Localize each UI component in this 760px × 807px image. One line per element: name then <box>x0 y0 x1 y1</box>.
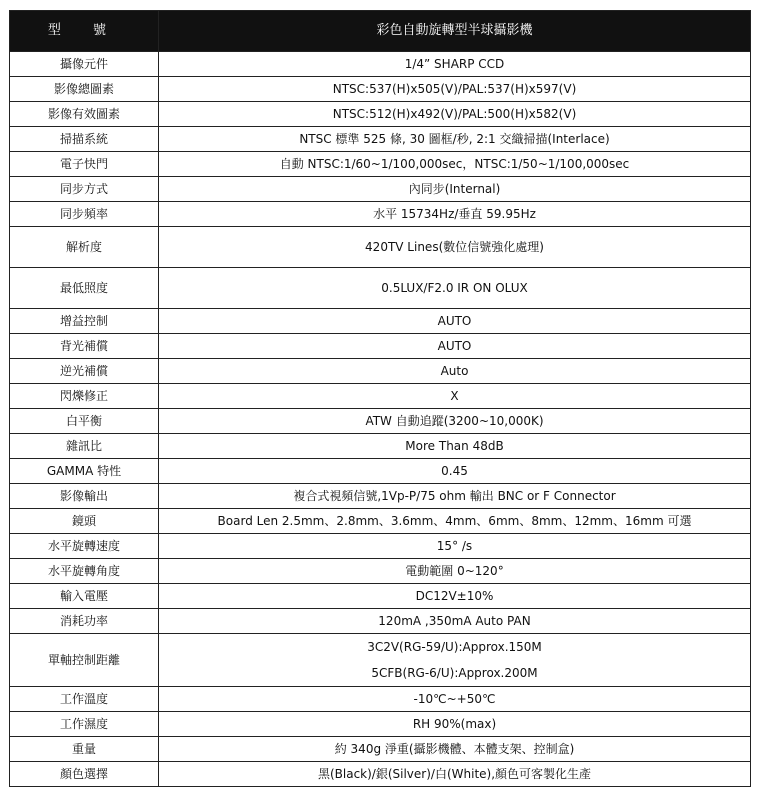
row-value: More Than 48dB <box>159 434 751 459</box>
row-value-line-2: 5CFB(RG-6/U):Approx.200M <box>371 666 538 680</box>
row-value: AUTO <box>159 334 751 359</box>
row-label: 同步方式 <box>10 177 159 202</box>
row-label: 逆光補償 <box>10 359 159 384</box>
row-value: X <box>159 384 751 409</box>
row-value: 約 340g 淨重(攝影機體、本體支架、控制盒) <box>159 737 751 762</box>
table-row <box>10 712 751 737</box>
row-label: 水平旋轉速度 <box>10 534 159 559</box>
table-row <box>10 127 751 152</box>
row-value: 內同步(Internal) <box>159 177 751 202</box>
row-value: 黑(Black)/銀(Silver)/白(White),顏色可客製化生產 <box>159 762 751 787</box>
row-label: GAMMA 特性 <box>10 459 159 484</box>
table-header-row <box>10 11 751 52</box>
row-value: NTSC:512(H)x492(V)/PAL:500(H)x582(V) <box>159 102 751 127</box>
table-row <box>10 409 751 434</box>
table-row <box>10 102 751 127</box>
row-value: 水平 15734Hz/垂直 59.95Hz <box>159 202 751 227</box>
spec-table <box>9 10 751 787</box>
row-label: 攝像元件 <box>10 52 159 77</box>
table-row <box>10 227 751 268</box>
row-value: -10℃~+50℃ <box>159 687 751 712</box>
header-model-label: 型 號 <box>10 11 159 52</box>
table-row <box>10 762 751 787</box>
row-value: AUTO <box>159 309 751 334</box>
row-label: 消耗功率 <box>10 609 159 634</box>
row-label: 輸入電壓 <box>10 584 159 609</box>
table-row <box>10 609 751 634</box>
row-label: 水平旋轉角度 <box>10 559 159 584</box>
row-label: 影像總圖素 <box>10 77 159 102</box>
table-row <box>10 559 751 584</box>
table-row <box>10 152 751 177</box>
table-row <box>10 52 751 77</box>
row-label: 影像輸出 <box>10 484 159 509</box>
row-label: 工作濕度 <box>10 712 159 737</box>
row-value: 0.5LUX/F2.0 IR ON OLUX <box>159 268 751 309</box>
row-value: 15° /s <box>159 534 751 559</box>
row-label: 顏色選擇 <box>10 762 159 787</box>
row-value: 電動範圍 0~120° <box>159 559 751 584</box>
row-label: 影像有效圖素 <box>10 102 159 127</box>
row-value: 自動 NTSC:1/60~1/100,000sec，NTSC:1/50~1/100,000sec <box>159 152 751 177</box>
row-label: 重量 <box>10 737 159 762</box>
row-value: RH 90%(max) <box>159 712 751 737</box>
table-row <box>10 202 751 227</box>
row-value: 420TV Lines(數位信號強化處理) <box>159 227 751 268</box>
table-row <box>10 77 751 102</box>
table-row <box>10 334 751 359</box>
row-label: 同步頻率 <box>10 202 159 227</box>
row-label: 閃爍修正 <box>10 384 159 409</box>
row-value: 1/4” SHARP CCD <box>159 52 751 77</box>
row-value: DC12V±10% <box>159 584 751 609</box>
row-label: 鏡頭 <box>10 509 159 534</box>
row-value: 複合式視頻信號,1Vp-P/75 ohm 輸出 BNC or F Connector <box>159 484 751 509</box>
row-value: 0.45 <box>159 459 751 484</box>
row-value: Auto <box>159 359 751 384</box>
table-row <box>10 177 751 202</box>
row-label: 單軸控制距離 <box>10 634 159 687</box>
row-value: NTSC 標準 525 條, 30 圖框/秒, 2:1 交織掃描(Interlace) <box>159 127 751 152</box>
row-label: 背光補償 <box>10 334 159 359</box>
row-value: ATW 自動追蹤(3200~10,000K) <box>159 409 751 434</box>
row-value: NTSC:537(H)x505(V)/PAL:537(H)x597(V) <box>159 77 751 102</box>
table-row <box>10 634 751 687</box>
row-label: 雜訊比 <box>10 434 159 459</box>
row-label: 工作溫度 <box>10 687 159 712</box>
table-row <box>10 584 751 609</box>
table-row <box>10 359 751 384</box>
table-row <box>10 737 751 762</box>
table-row <box>10 509 751 534</box>
row-value-line-1: 3C2V(RG-59/U):Approx.150M <box>367 640 542 654</box>
table-row <box>10 484 751 509</box>
table-row <box>10 434 751 459</box>
table-row <box>10 534 751 559</box>
row-label: 白平衡 <box>10 409 159 434</box>
row-value-multi <box>159 634 751 687</box>
table-row <box>10 459 751 484</box>
table-row <box>10 268 751 309</box>
row-label: 掃描系統 <box>10 127 159 152</box>
table-row <box>10 384 751 409</box>
row-label: 電子快門 <box>10 152 159 177</box>
header-product-name: 彩色自動旋轉型半球攝影機 <box>159 11 751 52</box>
row-value: Board Len 2.5mm、2.8mm、3.6mm、4mm、6mm、8mm、12mm、16mm 可選 <box>159 509 751 534</box>
table-row <box>10 309 751 334</box>
table-row <box>10 687 751 712</box>
row-label: 解析度 <box>10 227 159 268</box>
row-label: 最低照度 <box>10 268 159 309</box>
row-label: 增益控制 <box>10 309 159 334</box>
row-value: 120mA ,350mA Auto PAN <box>159 609 751 634</box>
